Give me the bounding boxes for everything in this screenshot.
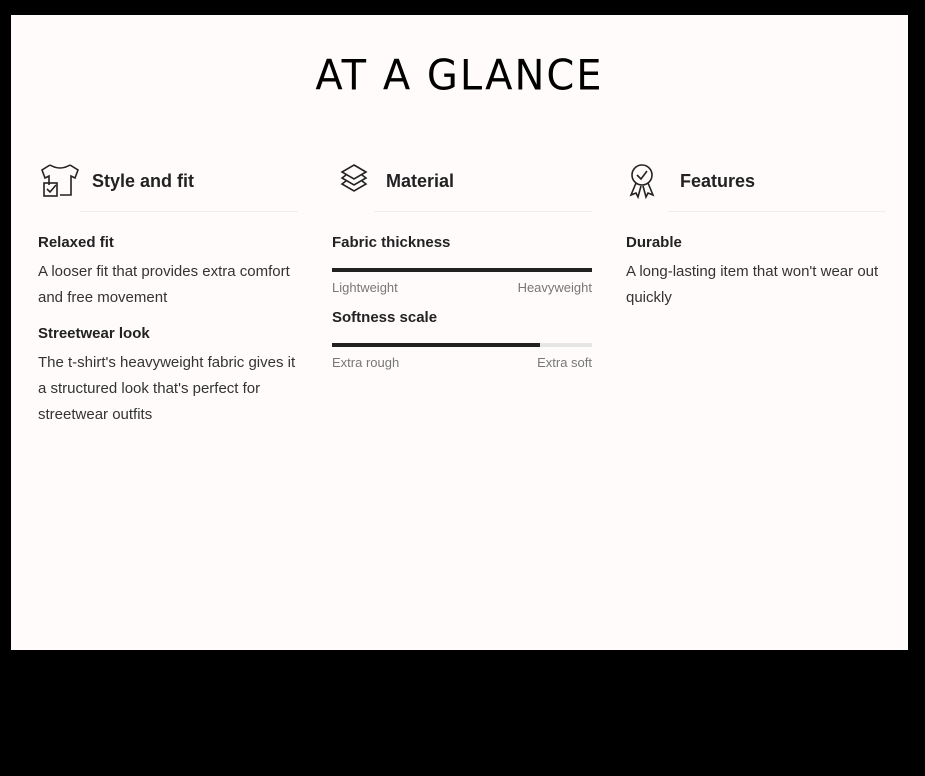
- item-title: Durable: [626, 234, 682, 251]
- item-title: Streetwear look: [38, 325, 150, 342]
- divider: [374, 211, 592, 212]
- scale-title: Fabric thickness: [332, 234, 451, 251]
- max-label: Heavyweight: [517, 280, 592, 295]
- section-heading: Style and fit: [92, 170, 195, 191]
- max-label: Extra soft: [537, 355, 592, 370]
- bar-fill: [332, 343, 540, 347]
- tshirt-check-icon: [38, 161, 82, 201]
- style-and-fit-column: [38, 163, 298, 428]
- divider: [668, 211, 886, 212]
- item-text: The t-shirt's heavyweight fabric gives it a structured look that's perfect for streetwear outfits: [38, 354, 296, 423]
- scale-title: Softness scale: [332, 309, 438, 326]
- at-a-glance-card: [11, 15, 908, 650]
- bar-fill: [332, 268, 592, 272]
- section-heading: Material: [386, 170, 455, 191]
- features-column: [626, 163, 886, 311]
- layers-icon: [332, 161, 376, 201]
- award-ribbon-icon: [626, 161, 670, 201]
- divider: [80, 211, 298, 212]
- item-text: A looser fit that provides extra comfort and free movement: [38, 263, 290, 306]
- item-title: Relaxed fit: [38, 234, 114, 251]
- section-heading: Features: [680, 170, 756, 191]
- page-title: AT A GLANCE: [315, 51, 604, 101]
- min-label: Lightweight: [332, 280, 398, 295]
- material-column: [332, 163, 592, 370]
- min-label: Extra rough: [332, 355, 400, 370]
- item-text: A long-lasting item that won't wear out quickly: [626, 263, 879, 306]
- softness-scale-bar: [332, 343, 592, 347]
- fabric-thickness-bar: [332, 268, 592, 272]
